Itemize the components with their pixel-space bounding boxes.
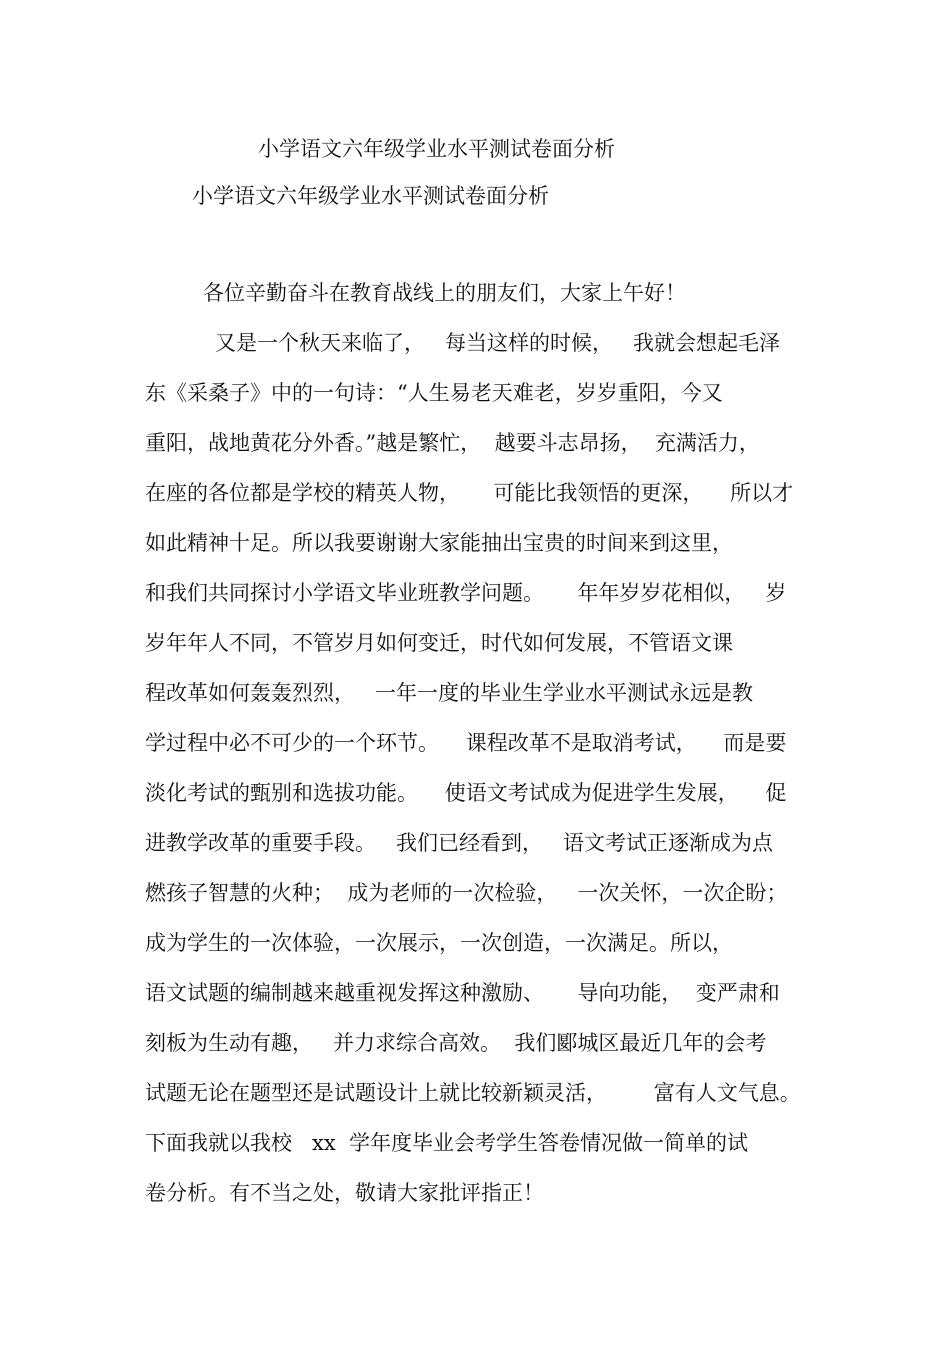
- text-line: 燃孩子智慧的火种； 成为老师的一次检验， 一次关怀，一次企盼；: [145, 881, 788, 905]
- text-line: 重阳，战地黄花分外香。”越是繁忙， 越要斗志昂扬， 充满活力，: [145, 431, 760, 455]
- text-line: 各位辛勤奋斗在教育战线上的朋友们，大家上午好！: [203, 281, 686, 305]
- document-title: 小学语文六年级学业水平测试卷面分析: [258, 137, 615, 161]
- text-line: 东《采桑子》中的一句诗：“人生易老天难老，岁岁重阳，今又: [145, 381, 723, 405]
- text-line: 和我们共同探讨小学语文毕业班教学问题。 年年岁岁花相似， 岁: [145, 581, 787, 605]
- text-line: 成为学生的一次体验，一次展示，一次创造，一次满足。所以，: [145, 931, 733, 955]
- text-line: 卷分析。有不当之处，敬请大家批评指正！: [145, 1181, 544, 1205]
- text-line: 又是一个秋天来临了， 每当这样的时候， 我就会想起毛泽: [215, 331, 781, 355]
- text-line: 进教学改革的重要手段。 我们已经看到， 语文考试正逐渐成为点: [145, 831, 774, 855]
- text-line: 在座的各位都是学校的精英人物， 可能比我领悟的更深， 所以才: [145, 481, 794, 505]
- text-line: 学过程中必不可少的一个环节。 课程改革不是取消考试， 而是要: [145, 731, 787, 755]
- text-line: 淡化考试的甄别和选拔功能。 使语文考试成为促进学生发展， 促: [145, 781, 787, 805]
- document-subtitle: 小学语文六年级学业水平测试卷面分析: [192, 184, 549, 208]
- text-line: 程改革如何轰轰烈烈， 一年一度的毕业生学业水平测试永远是教: [145, 681, 754, 705]
- text-line: 如此精神十足。所以我要谢谢大家能抽出宝贵的时间来到这里，: [145, 531, 733, 555]
- text-line: 下面我就以我校 xx 学年度毕业会考学生答卷情况做一简单的试: [145, 1131, 749, 1155]
- text-line: 试题无论在题型还是试题设计上就比较新颖灵活， 富有人文气息。: [145, 1081, 801, 1105]
- text-line: 岁年年人不同，不管岁月如何变迁，时代如何发展，不管语文课: [145, 631, 733, 655]
- text-line: 语文试题的编制越来越重视发挥这种激励、 导向功能， 变严肃和: [145, 981, 780, 1005]
- text-line: 刻板为生动有趣， 并力求综合高效。 我们郾城区最近几年的会考: [145, 1031, 767, 1055]
